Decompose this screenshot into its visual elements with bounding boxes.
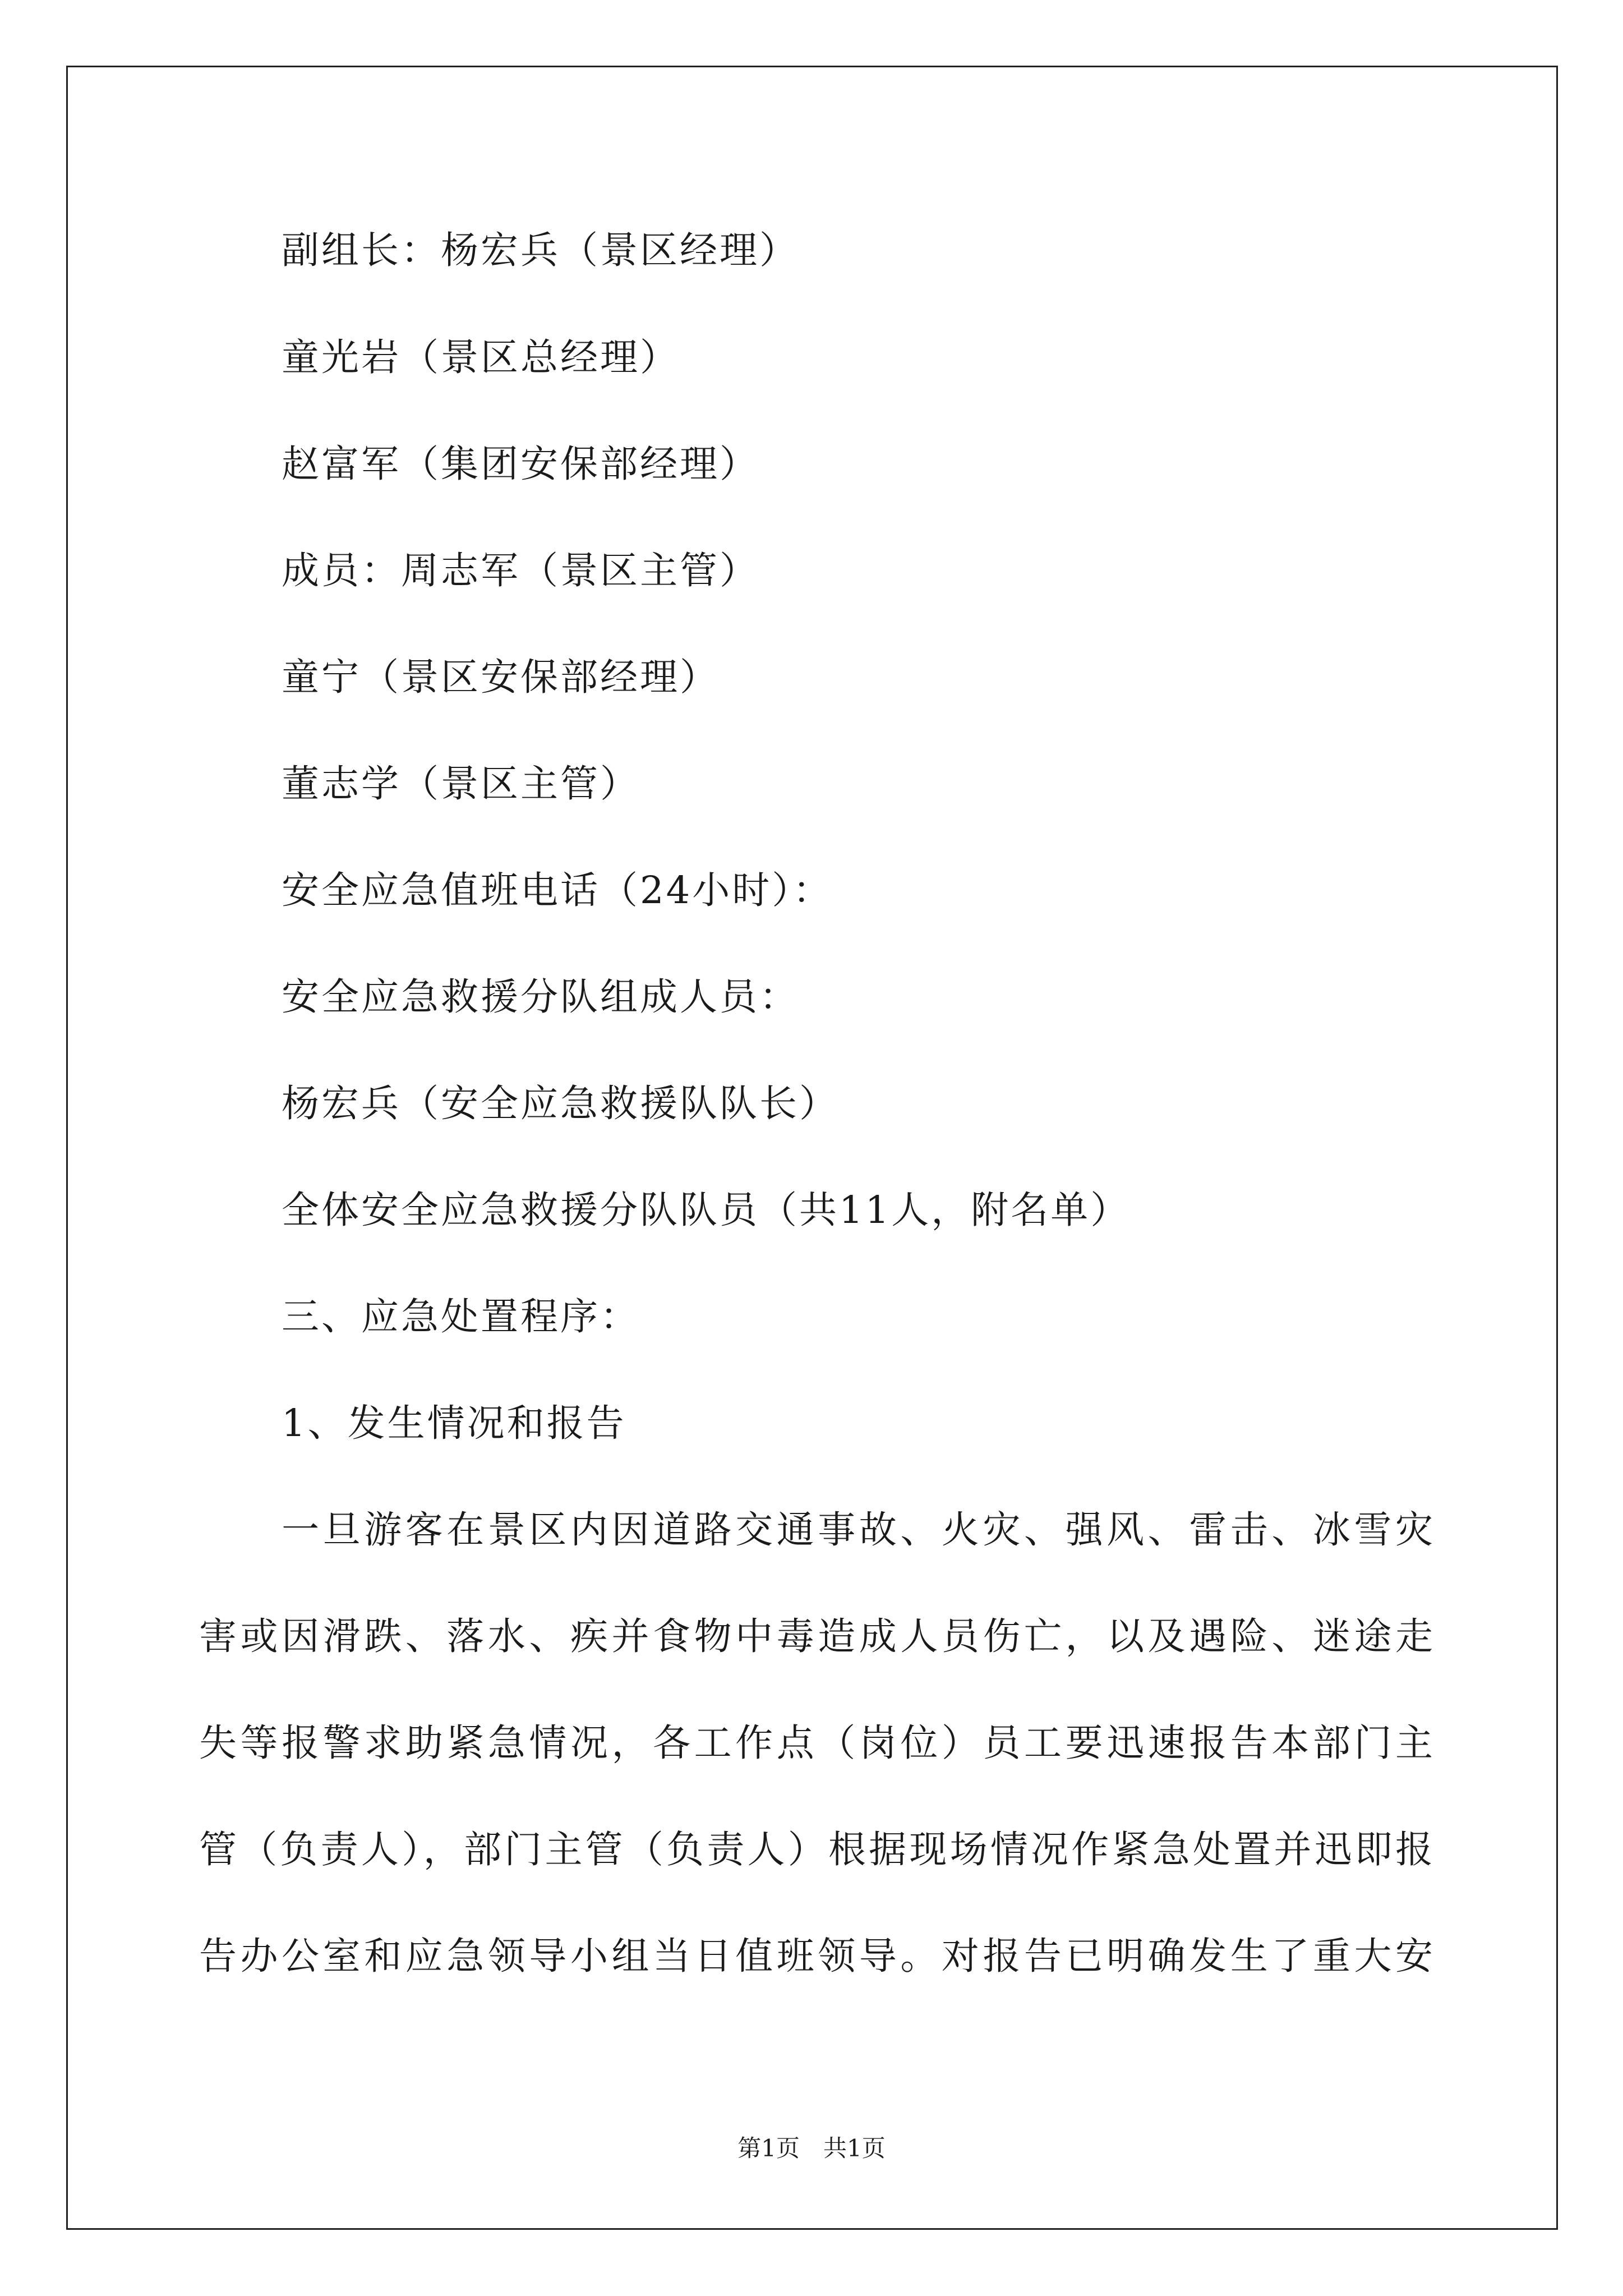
- paragraph-line: 一旦游客在景区内因道路交通事故、火灾、强风、雷击、冰雪灾: [199, 1508, 1433, 1552]
- paragraph-line: 告办公室和应急领导小组当日值班领导。对报告已明确发生了重大安: [199, 1934, 1433, 1978]
- text-line-team-members: 全体安全应急救援分队队员（共11人，附名单）: [282, 1188, 1131, 1232]
- text-line-member: 董志学（景区主管）: [282, 762, 640, 806]
- paragraph-line: 失等报警求助紧急情况，各工作点（岗位）员工要迅速报告本部门主: [199, 1721, 1433, 1765]
- subsection-heading: 1、发生情况和报告: [282, 1401, 626, 1445]
- text-line-deputy-leader: 副组长：杨宏兵（景区经理）: [282, 228, 799, 272]
- text-line-member: 赵富军（集团安保部经理）: [282, 442, 759, 486]
- text-line-members: 成员：周志军（景区主管）: [282, 549, 759, 592]
- text-line-rescue-team-heading: 安全应急救援分队组成人员：: [282, 975, 799, 1019]
- paragraph-line: 害或因滑跌、落水、疾并食物中毒造成人员伤亡，以及遇险、迷途走: [199, 1614, 1433, 1658]
- paragraph-line: 管（负责人），部门主管（负责人）根据现场情况作紧急处置并迅即报: [199, 1828, 1433, 1871]
- text-line-member: 童光岩（景区总经理）: [282, 335, 680, 379]
- text-line-member: 童宁（景区安保部经理）: [282, 655, 720, 699]
- text-line-team-leader: 杨宏兵（安全应急救援队队长）: [282, 1082, 839, 1125]
- section-heading: 三、应急处置程序：: [282, 1295, 640, 1338]
- page-footer: 第1页 共1页: [737, 2134, 886, 2162]
- text-line-hotline: 安全应急值班电话（24小时）：: [282, 868, 833, 912]
- page-border: [66, 66, 1558, 2230]
